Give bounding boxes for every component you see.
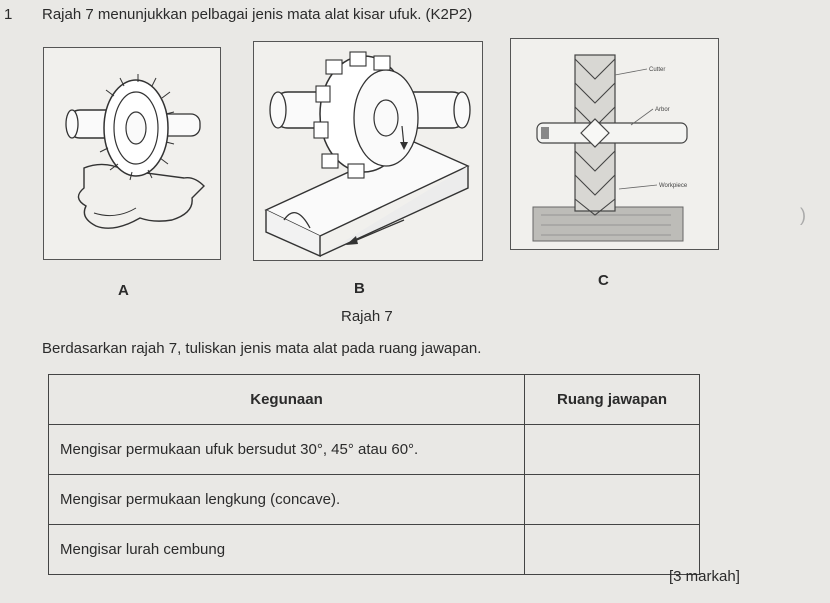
marks-label: [3 markah] <box>669 568 740 585</box>
question-number: 1 <box>4 6 13 23</box>
answer-table <box>48 374 700 575</box>
figure-label-b: B <box>354 280 365 297</box>
arbor-annotation: Arbor <box>655 107 670 113</box>
figure-label-c: C <box>598 272 609 289</box>
figure-label-a: A <box>118 282 129 299</box>
margin-pencil-mark: ) <box>800 205 806 225</box>
table-row <box>49 425 700 475</box>
workpiece-annotation: Workpiece <box>659 183 688 189</box>
figure-a-angle-cutter <box>43 47 221 260</box>
kegunaan-cell: Mengisar permukaan lengkung (concave). <box>49 475 525 525</box>
figure-b-form-cutter <box>253 41 483 261</box>
table-row <box>49 475 700 525</box>
table-row <box>49 525 700 575</box>
kegunaan-cell: Mengisar permukaan ufuk bersudut 30°, 45° atau 60°. <box>49 425 525 475</box>
table-header-row <box>49 375 700 425</box>
header-kegunaan: Kegunaan <box>49 375 525 425</box>
answer-cell[interactable] <box>525 425 700 475</box>
kegunaan-cell: Mengisar lurah cembung <box>49 525 525 575</box>
header-ruang-jawapan: Ruang jawapan <box>525 375 700 425</box>
answer-cell[interactable] <box>525 525 700 575</box>
figure-caption: Rajah 7 <box>341 308 393 325</box>
answer-cell[interactable] <box>525 475 700 525</box>
cutter-annotation: Cutter <box>649 67 666 73</box>
instruction-text: Berdasarkan rajah 7, tuliskan jenis mata alat pada ruang jawapan. <box>42 340 482 357</box>
figure-c-gang-cutter <box>510 38 719 250</box>
question-text: Rajah 7 menunjukkan pelbagai jenis mata alat kisar ufuk. (K2P2) <box>42 6 473 23</box>
